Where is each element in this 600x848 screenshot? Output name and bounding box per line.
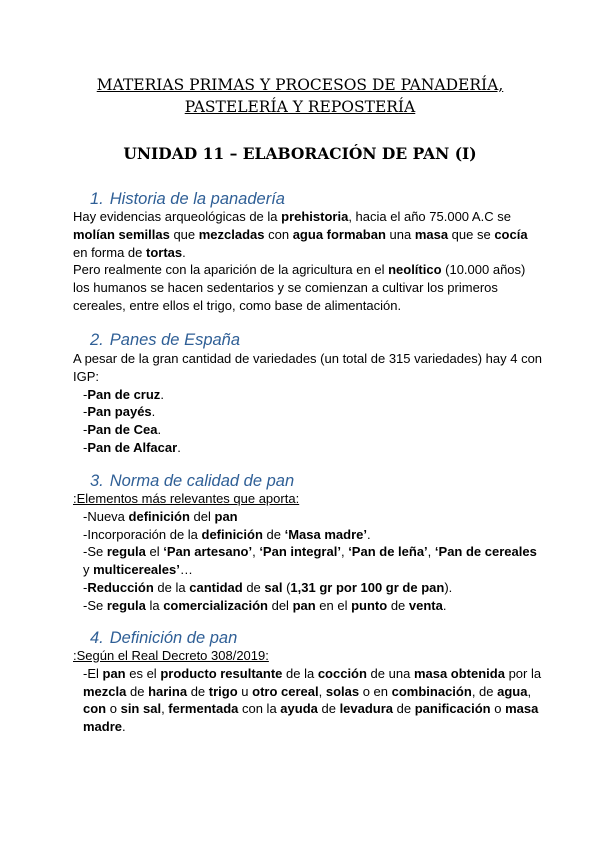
list-item: [73, 543, 543, 579]
paragraph: [73, 665, 543, 736]
text-run: de: [242, 579, 265, 595]
bold-term: Pan de cruz: [87, 386, 161, 402]
bold-term: panificación: [414, 701, 491, 717]
bold-term: definición: [128, 508, 190, 524]
text-run: .: [122, 719, 126, 735]
bold-term: cocción: [317, 665, 367, 681]
text-run: de la: [282, 665, 318, 681]
text-run: de: [126, 683, 149, 699]
title-line-2: PASTELERÍA Y REPOSTERÍA: [184, 98, 416, 116]
text-run: y: [83, 562, 94, 578]
text-run: .: [182, 244, 186, 260]
bold-term: multicereales’: [93, 562, 180, 578]
bold-term: punto: [351, 597, 388, 613]
text-run: una: [385, 226, 415, 242]
text-run: o: [106, 701, 121, 717]
text-run: -Incorporación de la: [83, 526, 202, 542]
text-run: o: [490, 701, 506, 717]
list-item: [73, 526, 543, 544]
title-line-1: MATERIAS PRIMAS Y PROCESOS DE PANADERÍA,: [96, 76, 504, 94]
bold-term: levadura: [339, 701, 394, 717]
section-number: 2.: [90, 331, 104, 349]
bold-term: tortas: [146, 244, 183, 260]
bold-term: agua formaban: [292, 226, 386, 242]
bold-term: pan: [102, 665, 126, 681]
bold-term: cocía: [494, 226, 528, 242]
section-number: 3.: [90, 472, 104, 490]
bold-term: 1,31 gr por 100 gr de pan: [290, 579, 445, 595]
text-run: -: [83, 579, 88, 595]
list-item: -Pan de Cea.: [83, 422, 162, 438]
bold-term: sal: [264, 579, 283, 595]
bold-term: venta: [408, 597, 443, 613]
text-run: de: [262, 526, 285, 542]
text-run: de una: [366, 665, 414, 681]
bold-term: combinación: [391, 683, 472, 699]
bold-term: ayuda: [280, 701, 318, 717]
section-number: 1.: [90, 190, 104, 208]
bold-term: definición: [201, 526, 263, 542]
section-body-definicion: [73, 647, 543, 736]
bold-term: Pan de Alfacar: [87, 439, 178, 455]
bold-term: pan: [214, 508, 238, 524]
section-body-norma: [73, 490, 543, 615]
text-run: con: [264, 226, 293, 242]
bold-term: Reducción: [87, 579, 154, 595]
text-run: , hacia el año 75.000 A.C se: [348, 209, 511, 224]
bold-term: sin sal: [120, 701, 162, 717]
section-number: 4.: [90, 629, 104, 647]
bold-term: ‘Pan de leña’: [348, 544, 428, 560]
bold-term: prehistoria: [281, 209, 349, 224]
list-item: [73, 597, 543, 615]
text-run: Pero realmente con la aparición de la agricultura en el: [73, 262, 389, 278]
text-run: del: [189, 508, 215, 524]
text-run: -Nueva: [83, 508, 129, 524]
bold-term: ‘Pan integral’: [259, 544, 341, 560]
bold-term: regula: [106, 544, 146, 560]
document-title: [60, 74, 540, 118]
list-item: -Pan payés.: [83, 404, 156, 420]
list-item: [73, 579, 543, 597]
bold-term: fermentada: [168, 701, 239, 717]
section-body-historia: [73, 208, 543, 315]
text-run: ,: [340, 544, 349, 560]
section-heading-definicion: [90, 628, 237, 648]
bold-term: ‘Pan artesano’: [163, 544, 253, 560]
text-run: de: [187, 683, 209, 699]
unit-title: UNIDAD 11 – ELABORACIÓN DE PAN (I): [123, 144, 477, 163]
text-run: en el: [315, 597, 352, 613]
section-body-panes: [73, 350, 543, 457]
text-run: ,: [161, 701, 169, 717]
bold-term: masa: [414, 226, 449, 242]
text-run: de la: [153, 579, 190, 595]
text-run: ,: [252, 544, 260, 560]
text-run: ,: [427, 544, 435, 560]
text-run: -Se: [83, 544, 107, 560]
text-run: ,: [527, 683, 532, 699]
text-run: -Se: [83, 597, 107, 613]
section-intro: :Elementos más relevantes que aporta:: [73, 491, 300, 506]
bold-term: masa madre: [83, 701, 539, 735]
section-intro: :Según el Real Decreto 308/2019:: [73, 648, 269, 663]
text-run: el: [145, 544, 164, 560]
text-run: …: [179, 562, 193, 578]
section-heading-panes: [90, 330, 240, 350]
bold-term: regula: [106, 597, 146, 613]
text-run: -El: [83, 665, 103, 681]
list-item: [73, 508, 543, 526]
bold-term: solas: [325, 683, 360, 699]
bold-term: masa obtenida: [413, 665, 505, 681]
section-title: Historia de la panadería: [109, 190, 285, 208]
text-run: de: [393, 701, 415, 717]
text-run: Hay evidencias arqueológicas de la: [73, 209, 282, 224]
list-item: -Pan de Alfacar.: [83, 439, 181, 455]
text-run: .: [442, 597, 447, 613]
section-heading-norma: [90, 471, 294, 491]
text-run: , de: [471, 683, 498, 699]
bold-term: agua: [497, 683, 528, 699]
text-run: por la: [504, 665, 542, 681]
bold-term: producto resultante: [160, 665, 283, 681]
bold-term: molían semillas: [73, 226, 170, 242]
text-run: de: [387, 597, 409, 613]
paragraph: [73, 208, 543, 261]
text-run: .: [366, 526, 371, 542]
bold-term: otro cereal: [252, 683, 319, 699]
bold-term: Pan payés: [87, 404, 152, 420]
text-run: de: [317, 701, 340, 717]
bold-term: cantidad: [189, 579, 243, 595]
section-title: Definición de pan: [109, 629, 238, 647]
bold-term: pan: [292, 597, 316, 613]
section-title: Norma de calidad de pan: [109, 472, 295, 490]
text-run: ).: [444, 579, 453, 595]
text-run: la: [145, 597, 164, 613]
text-run: ,: [318, 683, 326, 699]
text-run: con la: [238, 701, 281, 717]
bold-term: harina: [148, 683, 188, 699]
text-run: que se: [448, 226, 495, 242]
text-run: o en: [359, 683, 392, 699]
list-item: -Pan de cruz.: [83, 386, 164, 402]
bold-term: ‘Pan de cereales: [434, 544, 537, 560]
text-run: que: [169, 226, 199, 242]
paragraph: [73, 261, 543, 314]
bold-term: Pan de Cea: [87, 422, 158, 438]
bold-term: neolítico: [388, 262, 442, 278]
section-title: Panes de España: [109, 331, 241, 349]
text-run: del: [267, 597, 293, 613]
bold-term: mezcla: [83, 683, 127, 699]
bold-term: mezcladas: [198, 226, 265, 242]
text-run: u: [237, 683, 253, 699]
bold-term: con: [83, 701, 107, 717]
bold-term: ‘Masa madre’: [284, 526, 367, 542]
text-run: (10.000 años) los humanos se hacen sedentarios y se comienzan a cultivar los primeros cereales, entre ellos el trigo, como base de alimentación.: [73, 262, 526, 313]
text-run: (: [282, 579, 291, 595]
text-run: en forma de: [73, 244, 146, 260]
bold-term: comercialización: [163, 597, 268, 613]
text-run: es el: [125, 665, 161, 681]
paragraph: A pesar de la gran cantidad de variedades (un total de 315 variedades) hay 4 con IGP:: [73, 351, 543, 384]
bold-term: trigo: [208, 683, 238, 699]
section-heading-historia: [90, 189, 285, 209]
